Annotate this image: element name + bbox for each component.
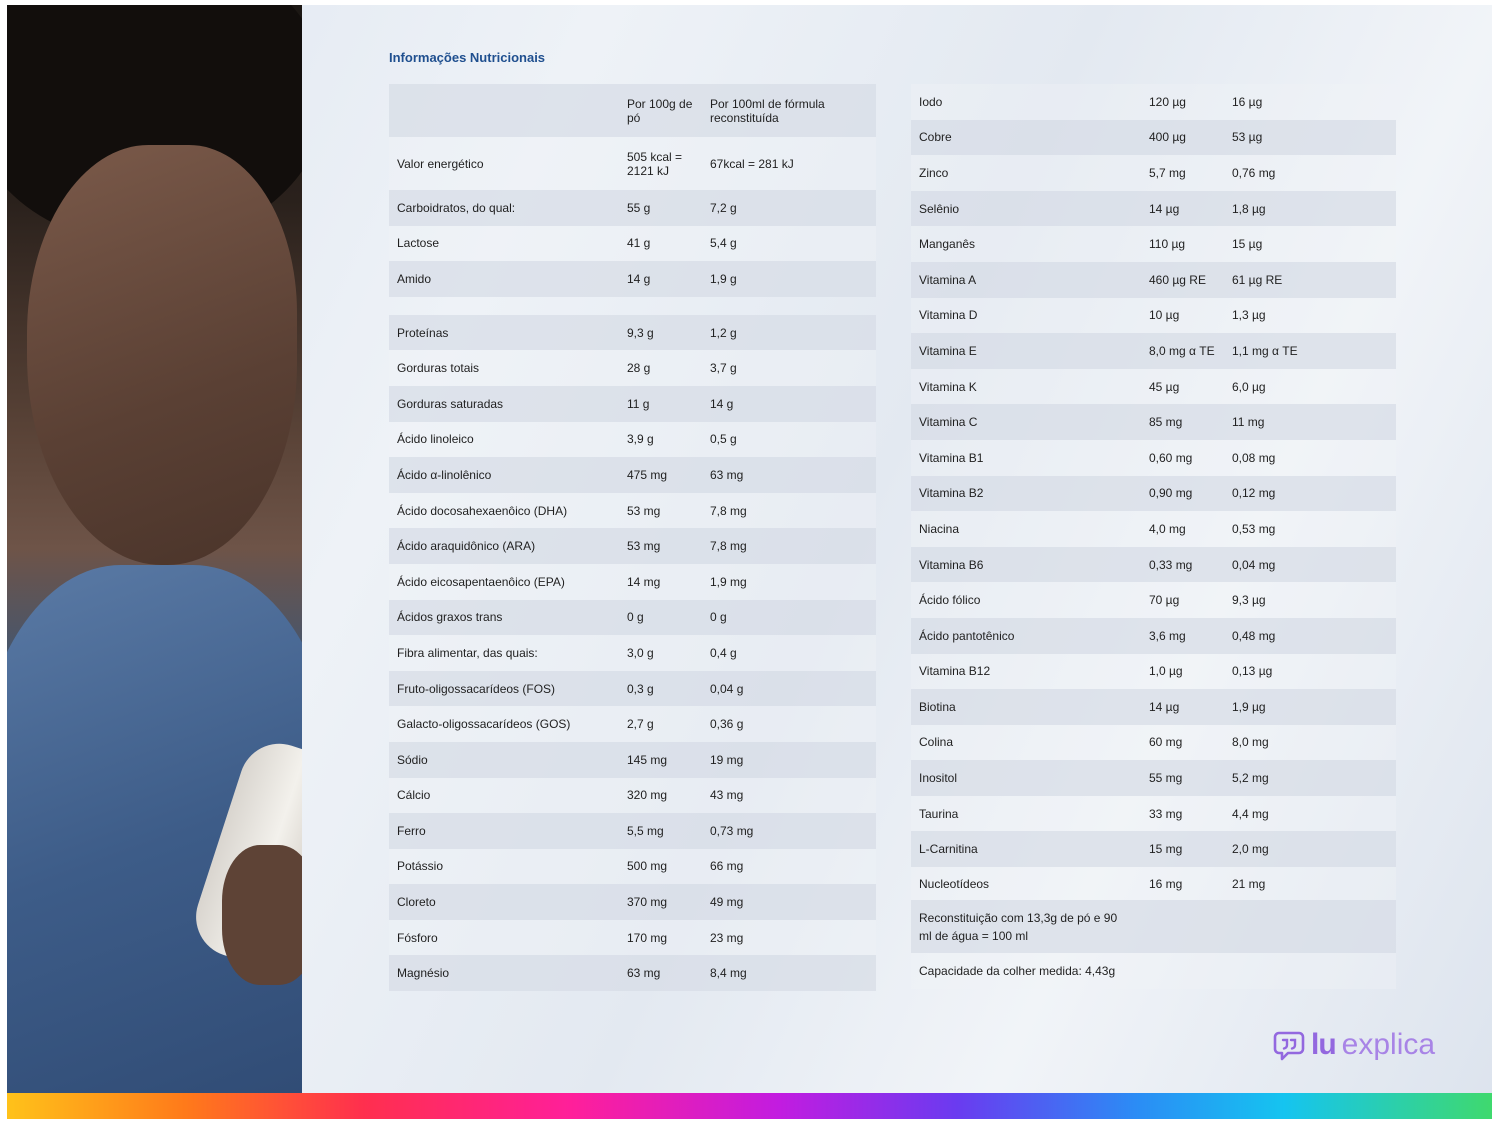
- nutrient-name: Fruto-oligossacarídeos (FOS): [389, 671, 619, 707]
- nutrient-name: Manganês: [911, 226, 1141, 262]
- value-per-100g: 3,9 g: [619, 422, 702, 458]
- nutrient-name: Niacina: [911, 511, 1141, 547]
- value-per-100g: 110 µg: [1141, 226, 1224, 262]
- value-per-100ml: 11 mg: [1224, 404, 1396, 440]
- value-per-100g: 11 g: [619, 386, 702, 422]
- value-per-100g: 0,60 mg: [1141, 440, 1224, 476]
- value-per-100g: 4,0 mg: [1141, 511, 1224, 547]
- nutrient-name: Vitamina C: [911, 404, 1141, 440]
- value-per-100ml: 1,9 g: [702, 261, 876, 297]
- value-per-100ml: 0,04 mg: [1224, 547, 1396, 583]
- value-per-100ml: 7,2 g: [702, 190, 876, 226]
- value-per-100ml: 15 µg: [1224, 226, 1396, 262]
- nutrient-name: Colina: [911, 725, 1141, 761]
- nutrient-name: Vitamina B1: [911, 440, 1141, 476]
- value-per-100g: 320 mg: [619, 778, 702, 814]
- value-per-100ml: 7,8 mg: [702, 493, 876, 529]
- value-per-100g: 55 mg: [1141, 760, 1224, 796]
- table-row: [389, 190, 876, 226]
- value-per-100g: 145 mg: [619, 742, 702, 778]
- value-per-100ml: 7,8 mg: [702, 528, 876, 564]
- table-row: [911, 831, 1396, 867]
- value-per-100ml: 0,4 g: [702, 635, 876, 671]
- photo-face: [27, 145, 297, 565]
- value-per-100ml: 66 mg: [702, 849, 876, 885]
- table-row: [911, 760, 1396, 796]
- table-row: [911, 440, 1396, 476]
- header-cell: Por 100ml de fórmula reconstituída: [702, 84, 876, 137]
- table-row: [389, 261, 876, 297]
- value-per-100ml: 5,4 g: [702, 226, 876, 262]
- value-per-100ml: 1,2 g: [702, 315, 876, 351]
- value-per-100g: 0,33 mg: [1141, 547, 1224, 583]
- value-per-100g: 0,3 g: [619, 671, 702, 707]
- scoop-capacity-row: [911, 953, 1396, 989]
- value-per-100g: 14 g: [619, 261, 702, 297]
- value-per-100g: 460 µg RE: [1141, 262, 1224, 298]
- nutrient-name: Ácido linoleico: [389, 422, 619, 458]
- nutrient-name: Taurina: [911, 796, 1141, 832]
- table-row: [389, 226, 876, 262]
- nutrient-name: Iodo: [911, 84, 1141, 120]
- table-row: [911, 867, 1396, 900]
- nutrient-name: Vitamina E: [911, 333, 1141, 369]
- value-per-100g: 400 µg: [1141, 120, 1224, 156]
- nutrient-name: Ácidos graxos trans: [389, 600, 619, 636]
- nutrient-name: Ferro: [389, 813, 619, 849]
- nutrient-name: Ácido α-linolênico: [389, 457, 619, 493]
- table-row: [389, 635, 876, 671]
- value-per-100ml: 1,8 µg: [1224, 191, 1396, 227]
- nutrient-name: Cloreto: [389, 884, 619, 920]
- reconstitution-note-row: [911, 900, 1396, 953]
- value-per-100g: 3,6 mg: [1141, 618, 1224, 654]
- nutrient-name: Gorduras totais: [389, 350, 619, 386]
- table-row: [911, 689, 1396, 725]
- table-row: [911, 333, 1396, 369]
- value-per-100ml: 1,1 mg α TE: [1224, 333, 1396, 369]
- value-per-100g: 5,7 mg: [1141, 155, 1224, 191]
- value-per-100ml: 0,13 µg: [1224, 654, 1396, 690]
- value-per-100g: 10 µg: [1141, 298, 1224, 334]
- nutrient-name: Cálcio: [389, 778, 619, 814]
- nutrition-table-right: [911, 84, 1396, 989]
- table-row: [389, 564, 876, 600]
- value-per-100g: 33 mg: [1141, 796, 1224, 832]
- value-per-100g: 2,7 g: [619, 706, 702, 742]
- nutrient-name: Ácido pantotênico: [911, 618, 1141, 654]
- table-row: [911, 654, 1396, 690]
- value-per-100g: 70 µg: [1141, 582, 1224, 618]
- table-header-row: [389, 84, 876, 137]
- table-row: [911, 226, 1396, 262]
- quote-chat-bubble-icon: [1273, 1029, 1305, 1061]
- value-per-100g: 14 µg: [1141, 191, 1224, 227]
- value-per-100g: 16 mg: [1141, 867, 1224, 900]
- value-per-100g: 53 mg: [619, 493, 702, 529]
- value-per-100g: 55 g: [619, 190, 702, 226]
- nutrient-name: L-Carnitina: [911, 831, 1141, 867]
- nutrient-name: Biotina: [911, 689, 1141, 725]
- table-row: [389, 778, 876, 814]
- nutrient-name: Inositol: [911, 760, 1141, 796]
- lu-explica-logo: [1273, 1028, 1435, 1062]
- logo-brand-explica: explica: [1341, 1028, 1436, 1061]
- nutrient-name: Ácido docosahexaenôico (DHA): [389, 493, 619, 529]
- nutrient-name: Nucleotídeos: [911, 867, 1141, 900]
- table-row: [389, 457, 876, 493]
- value-per-100g: 45 µg: [1141, 369, 1224, 405]
- scoop-capacity: Capacidade da colher medida: 4,43g: [911, 953, 1396, 989]
- reconstitution-note: Reconstituição com 13,3g de pó e 90 ml de água = 100 ml: [911, 900, 1141, 953]
- table-row: [389, 350, 876, 386]
- value-per-100ml: 1,3 µg: [1224, 298, 1396, 334]
- value-per-100ml: 53 µg: [1224, 120, 1396, 156]
- value-per-100g: 505 kcal = 2121 kJ: [619, 137, 702, 190]
- value-per-100g: 170 mg: [619, 920, 702, 956]
- value-per-100ml: 0,36 g: [702, 706, 876, 742]
- table-row: [389, 671, 876, 707]
- value-per-100g: 14 µg: [1141, 689, 1224, 725]
- table-row: [389, 422, 876, 458]
- table-row: [911, 369, 1396, 405]
- value-per-100g: 28 g: [619, 350, 702, 386]
- header-cell: [389, 84, 619, 137]
- nutrient-name: Vitamina B12: [911, 654, 1141, 690]
- table-row: [389, 955, 876, 991]
- table-spacer: [389, 297, 876, 315]
- value-per-100g: 475 mg: [619, 457, 702, 493]
- value-per-100g: 14 mg: [619, 564, 702, 600]
- table-row: [911, 618, 1396, 654]
- table-row: [911, 84, 1396, 120]
- value-per-100ml: 8,0 mg: [1224, 725, 1396, 761]
- nutrient-name: Ácido fólico: [911, 582, 1141, 618]
- table-row: [389, 849, 876, 885]
- table-row: [911, 476, 1396, 512]
- table-row: [389, 706, 876, 742]
- nutrient-name: Ácido eicosapentaenôico (EPA): [389, 564, 619, 600]
- value-per-100ml: 49 mg: [702, 884, 876, 920]
- value-per-100g: 0,90 mg: [1141, 476, 1224, 512]
- value-per-100ml: 23 mg: [702, 920, 876, 956]
- nutrient-name: Fibra alimentar, das quais:: [389, 635, 619, 671]
- value-per-100ml: 21 mg: [1224, 867, 1396, 900]
- header-cell: Por 100g de pó: [619, 84, 702, 137]
- value-per-100ml: 0,5 g: [702, 422, 876, 458]
- value-per-100ml: 67kcal = 281 kJ: [702, 137, 876, 190]
- value-per-100ml: 14 g: [702, 386, 876, 422]
- value-per-100g: 85 mg: [1141, 404, 1224, 440]
- nutrient-name: Galacto-oligossacarídeos (GOS): [389, 706, 619, 742]
- value-per-100g: 8,0 mg α TE: [1141, 333, 1224, 369]
- table-row: [389, 920, 876, 956]
- table-row: [389, 742, 876, 778]
- value-per-100ml: 0,48 mg: [1224, 618, 1396, 654]
- nutrition-table-left: [389, 84, 876, 991]
- nutrient-name: Ácido araquidônico (ARA): [389, 528, 619, 564]
- nutrient-name: Gorduras saturadas: [389, 386, 619, 422]
- nutrient-name: Potássio: [389, 849, 619, 885]
- table-row: [911, 155, 1396, 191]
- table-row: [911, 725, 1396, 761]
- value-per-100ml: 0,76 mg: [1224, 155, 1396, 191]
- table-row: [389, 315, 876, 351]
- table-row: [911, 262, 1396, 298]
- table-row: [911, 298, 1396, 334]
- nutrient-name: Vitamina K: [911, 369, 1141, 405]
- value-per-100g: 120 µg: [1141, 84, 1224, 120]
- nutrient-name: Zinco: [911, 155, 1141, 191]
- table-row: [911, 191, 1396, 227]
- nutrient-name: Carboidratos, do qual:: [389, 190, 619, 226]
- value-per-100ml: 4,4 mg: [1224, 796, 1396, 832]
- table-row: [911, 404, 1396, 440]
- value-per-100g: 15 mg: [1141, 831, 1224, 867]
- nutrient-name: Selênio: [911, 191, 1141, 227]
- page-title: Informações Nutricionais: [389, 50, 546, 65]
- nutrient-name: Valor energético: [389, 137, 619, 190]
- table-row: [389, 600, 876, 636]
- rainbow-footer-bar: [7, 1093, 1492, 1119]
- nutrient-name: Proteínas: [389, 315, 619, 351]
- value-per-100ml: 19 mg: [702, 742, 876, 778]
- value-per-100g: 3,0 g: [619, 635, 702, 671]
- table-row: [389, 528, 876, 564]
- nutrient-name: Vitamina A: [911, 262, 1141, 298]
- nutrient-name: Vitamina B2: [911, 476, 1141, 512]
- table-row: [389, 813, 876, 849]
- value-per-100ml: 8,4 mg: [702, 955, 876, 991]
- table-row: [389, 137, 876, 190]
- value-per-100g: 5,5 mg: [619, 813, 702, 849]
- value-per-100ml: 6,0 µg: [1224, 369, 1396, 405]
- value-per-100g: 500 mg: [619, 849, 702, 885]
- table-row: [911, 796, 1396, 832]
- nutrient-name: Fósforo: [389, 920, 619, 956]
- table-row: [389, 493, 876, 529]
- nutrient-name: Lactose: [389, 226, 619, 262]
- nutrient-name: Sódio: [389, 742, 619, 778]
- table-row: [911, 120, 1396, 156]
- value-per-100ml: 0,12 mg: [1224, 476, 1396, 512]
- value-per-100g: 63 mg: [619, 955, 702, 991]
- value-per-100g: 370 mg: [619, 884, 702, 920]
- table-row: [389, 884, 876, 920]
- nutrient-name: Vitamina B6: [911, 547, 1141, 583]
- table-row: [389, 386, 876, 422]
- value-per-100ml: 43 mg: [702, 778, 876, 814]
- value-per-100g: 60 mg: [1141, 725, 1224, 761]
- value-per-100ml: 5,2 mg: [1224, 760, 1396, 796]
- table-row: [911, 547, 1396, 583]
- value-per-100ml: 63 mg: [702, 457, 876, 493]
- value-per-100ml: 3,7 g: [702, 350, 876, 386]
- value-per-100ml: 16 µg: [1224, 84, 1396, 120]
- value-per-100ml: 0,08 mg: [1224, 440, 1396, 476]
- value-per-100ml: 0 g: [702, 600, 876, 636]
- value-per-100ml: 1,9 mg: [702, 564, 876, 600]
- table-row: [911, 582, 1396, 618]
- value-per-100g: 53 mg: [619, 528, 702, 564]
- value-per-100g: 41 g: [619, 226, 702, 262]
- value-per-100ml: 0,53 mg: [1224, 511, 1396, 547]
- value-per-100ml: 0,73 mg: [702, 813, 876, 849]
- value-per-100ml: 2,0 mg: [1224, 831, 1396, 867]
- value-per-100g: 0 g: [619, 600, 702, 636]
- value-per-100ml: 61 µg RE: [1224, 262, 1396, 298]
- table-row: [911, 511, 1396, 547]
- nutrient-name: Vitamina D: [911, 298, 1141, 334]
- nutrient-name: Cobre: [911, 120, 1141, 156]
- value-per-100ml: 0,04 g: [702, 671, 876, 707]
- value-per-100ml: 9,3 µg: [1224, 582, 1396, 618]
- value-per-100g: 9,3 g: [619, 315, 702, 351]
- photo-hand: [222, 845, 302, 985]
- logo-brand-lu: lu: [1311, 1028, 1336, 1061]
- nutrient-name: Magnésio: [389, 955, 619, 991]
- nutrient-name: Amido: [389, 261, 619, 297]
- woman-reading-label-photo: [7, 5, 302, 1093]
- value-per-100g: 1,0 µg: [1141, 654, 1224, 690]
- value-per-100ml: 1,9 µg: [1224, 689, 1396, 725]
